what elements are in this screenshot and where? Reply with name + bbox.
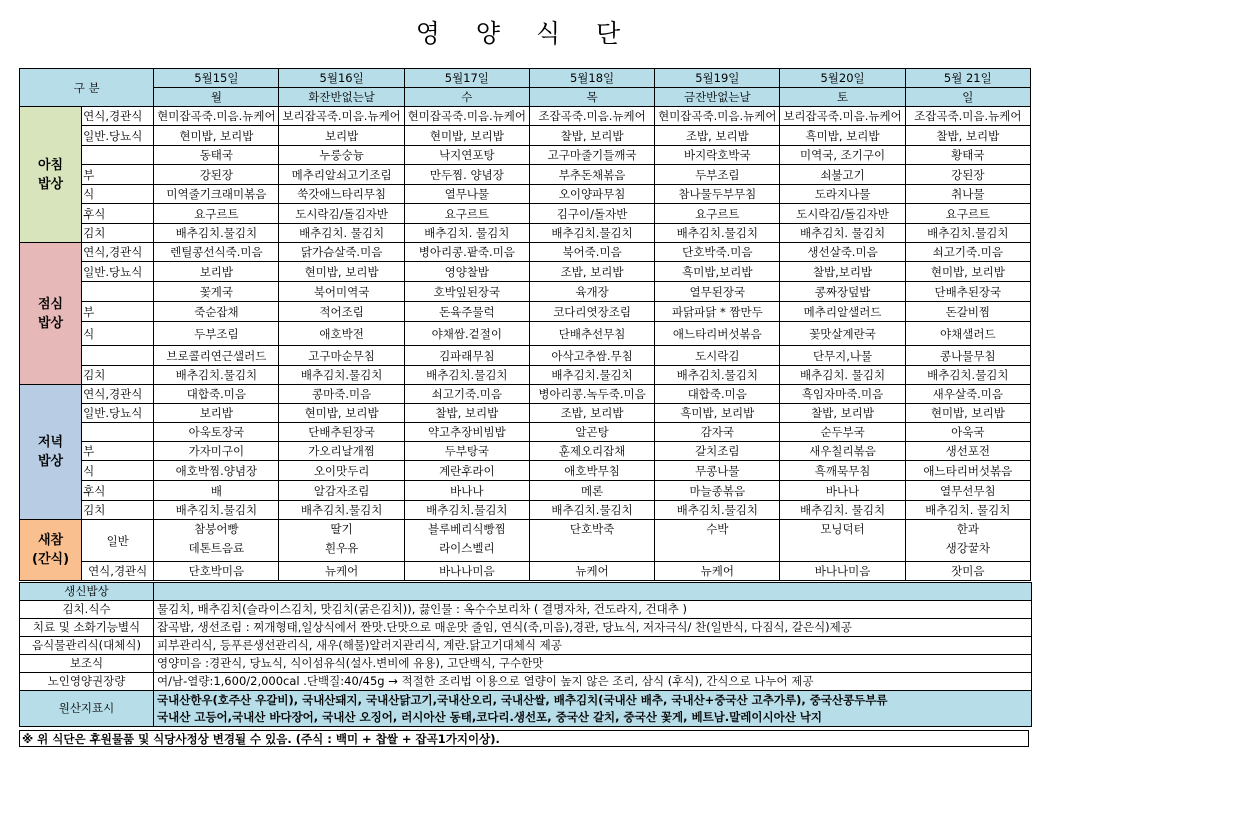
row-category: 식	[82, 322, 154, 346]
row-category	[82, 346, 154, 366]
menu-item: 흑미밥,보리밥	[655, 262, 780, 282]
snack-item: 뉴케어	[655, 562, 780, 581]
snack-item: 잣미음	[905, 562, 1030, 581]
snack-item	[655, 520, 780, 562]
menu-item: 강된장	[905, 165, 1030, 185]
menu-item: 배추김치.물김치	[905, 224, 1030, 243]
info-value: 영양미음 :경관식, 당뇨식, 식이섬유식(설사.변비에 유용), 고단백식, 구수한맛	[154, 655, 1032, 673]
menu-item: 새우칠리볶음	[780, 442, 905, 461]
menu-item: 아욱토장국	[154, 423, 279, 442]
snack-side-label: 새참 (간식)	[20, 520, 82, 581]
info-value: 여/남-열량:1,600/2,000cal .단백질:40/45g → 적절한 조리법 이용으로 열량이 높지 않은 조리, 삼식 (후식), 간식으로 나누어 제공	[154, 673, 1032, 691]
info-value	[154, 583, 1032, 601]
menu-item: 흑미밥, 보리밥	[780, 126, 905, 146]
snack-line: 수박	[706, 522, 729, 536]
menu-item: 배추김치.물김치	[154, 501, 279, 520]
menu-item: 알곤탕	[529, 423, 654, 442]
snack-line	[781, 539, 903, 558]
menu-item: 쑥갓애느타리무침	[279, 185, 404, 204]
page-title: 영 양 식 단	[415, 19, 635, 48]
snack-item	[279, 520, 404, 562]
day-header: 금잔반없는날	[655, 88, 780, 107]
menu-item: 현미잡곡죽.미음.뉴케어	[154, 107, 279, 126]
menu-item: 현미잡곡죽.미음.뉴케어	[404, 107, 529, 126]
row-category: 일반.당뇨식	[82, 126, 154, 146]
menu-item: 배추김치.물김치	[529, 224, 654, 243]
dinner-side-label: 저녁 밥상	[20, 385, 82, 520]
menu-item: 쇠불고기	[780, 165, 905, 185]
menu-item: 바나나	[404, 481, 529, 501]
menu-item: 미역국, 조기구이	[780, 146, 905, 165]
menu-item: 열무선무침	[905, 481, 1030, 501]
menu-item: 알감자조림	[279, 481, 404, 501]
menu-item: 보리잡곡죽.미음.뉴케어	[780, 107, 905, 126]
menu-item: 조밥, 보리밥	[529, 404, 654, 423]
snack-item: 바나나미음	[404, 562, 529, 581]
date-header: 5월16일	[279, 69, 404, 88]
menu-item: 동태국	[154, 146, 279, 165]
menu-item: 현미밥, 보리밥	[905, 404, 1030, 423]
menu-item: 조밥, 보리밥	[655, 126, 780, 146]
menu-item: 꽃맛살계란국	[780, 322, 905, 346]
menu-item: 참나물두부무침	[655, 185, 780, 204]
day-header: 일	[905, 88, 1030, 107]
menu-item: 찰밥, 보리밥	[780, 404, 905, 423]
snack-line: 데톤트음료	[188, 541, 245, 555]
row-category: 일반.당뇨식	[82, 404, 154, 423]
menu-item: 황태국	[905, 146, 1030, 165]
snack-line	[656, 539, 778, 558]
origin-line: 국내산한우(호주산 우갈비), 국내산돼지, 국내산닭고기,국내산오리, 국내산쌀, 배추김치(국내산 배추, 국내산+중국산 고추가루), 중국산콩두부류	[157, 692, 888, 707]
menu-item: 흑임자마죽.미음	[780, 385, 905, 404]
info-value: 물김치, 배추김치(슬라이스김치, 맛김치(굵은김치)), 끓인물 : 옥수수보리차 ( 결명자차, 건도라지, 건대추 )	[154, 601, 1032, 619]
menu-item: 배추김치.물김치	[905, 366, 1030, 385]
menu-item: 배추김치.물김치	[404, 366, 529, 385]
menu-item: 생선포전	[905, 442, 1030, 461]
menu-item: 아욱국	[905, 423, 1030, 442]
snack-item: 단호박미음	[154, 562, 279, 581]
menu-item: 조밥, 보리밥	[529, 262, 654, 282]
menu-item: 현미밥, 보리밥	[279, 404, 404, 423]
menu-item: 영양찰밥	[404, 262, 529, 282]
menu-item: 찰밥,보리밥	[780, 262, 905, 282]
menu-item: 단배추선무침	[529, 322, 654, 346]
origin-label: 원산지표시	[20, 691, 154, 727]
menu-item: 배추김치.물김치	[655, 366, 780, 385]
menu-item: 콩나물무침	[905, 346, 1030, 366]
row-category: 부	[82, 302, 154, 322]
menu-item: 메론	[529, 481, 654, 501]
row-category: 김치	[82, 224, 154, 243]
info-label: 치료 및 소화기능별식	[20, 619, 154, 637]
menu-item: 쇠고기죽.미음	[905, 243, 1030, 262]
date-header: 5월18일	[529, 69, 654, 88]
menu-item: 배추김치.물김치	[154, 366, 279, 385]
menu-item: 가자미구이	[154, 442, 279, 461]
menu-item: 아삭고추쌈.무침	[529, 346, 654, 366]
menu-item: 현미밥, 보리밥	[279, 262, 404, 282]
menu-item: 김파래무침	[404, 346, 529, 366]
menu-item: 도시락김/돌김자반	[279, 204, 404, 224]
row-category: 일반.당뇨식	[82, 262, 154, 282]
snack-line: 흰우유	[324, 541, 359, 555]
menu-item: 흑깨묵무침	[780, 461, 905, 481]
menu-item: 바나나	[780, 481, 905, 501]
menu-item: 생선살죽.미음	[780, 243, 905, 262]
snack-line	[531, 539, 653, 558]
menu-item: 단배추된장국	[905, 282, 1030, 302]
row-category: 일반	[82, 520, 154, 562]
snack-line: 단호박죽	[569, 522, 615, 536]
row-category: 부	[82, 442, 154, 461]
menu-item: 배추김치. 물김치	[905, 501, 1030, 520]
menu-item: 렌틸콩선식죽.미음	[154, 243, 279, 262]
row-category: 연식,경관식	[82, 107, 154, 126]
menu-item: 쇠고기죽.미음	[404, 385, 529, 404]
menu-item: 배추김치. 물김치	[404, 224, 529, 243]
menu-item: 열무된장국	[655, 282, 780, 302]
row-category: 김치	[82, 366, 154, 385]
menu-item: 부추돈채볶음	[529, 165, 654, 185]
menu-item: 감자국	[655, 423, 780, 442]
menu-item: 고구마순무침	[279, 346, 404, 366]
snack-line: 참붕어빵	[194, 522, 239, 536]
menu-item: 현미밥, 보리밥	[404, 126, 529, 146]
snack-item	[404, 520, 529, 562]
menu-item: 도라지나물	[780, 185, 905, 204]
menu-item: 콩짜장덮밥	[780, 282, 905, 302]
menu-item: 대합죽.미음	[655, 385, 780, 404]
row-category: 연식,경관식	[82, 243, 154, 262]
info-label: 보조식	[20, 655, 154, 673]
info-label: 노인영양권장량	[20, 673, 154, 691]
menu-item: 찰밥, 보리밥	[905, 126, 1030, 146]
menu-item: 애느타리버섯볶음	[905, 461, 1030, 481]
row-category	[82, 282, 154, 302]
menu-item: 강된장	[154, 165, 279, 185]
row-category: 후식	[82, 204, 154, 224]
menu-item: 북어미역국	[279, 282, 404, 302]
menu-item: 배추김치.물김치	[655, 224, 780, 243]
menu-item: 병아리콩.녹두죽.미음	[529, 385, 654, 404]
origin-value	[154, 691, 1032, 727]
menu-item: 마늘종볶음	[655, 481, 780, 501]
row-category: 식	[82, 461, 154, 481]
snack-item	[780, 520, 905, 562]
menu-item: 요구르트	[404, 204, 529, 224]
menu-item: 배추김치. 물김치	[780, 501, 905, 520]
origin-line: 국내산 고등어,국내산 바다장어, 국내산 오징어, 러시아산 동태,코다리.생선포, 중국산 갈치, 중국산 꽃게, 베트남.말레이시아산 낙지	[157, 709, 823, 724]
menu-item: 바지락호박국	[655, 146, 780, 165]
menu-item: 돈갈비찜	[905, 302, 1030, 322]
snack-item	[905, 520, 1030, 562]
menu-item: 만두찜. 양념장	[404, 165, 529, 185]
menu-item: 순두부국	[780, 423, 905, 442]
menu-item: 배추김치. 물김치	[780, 224, 905, 243]
menu-item: 애호박전	[279, 322, 404, 346]
snack-line: 딸기	[330, 522, 353, 536]
menu-item: 도시락김/돌김자반	[780, 204, 905, 224]
snack-item: 바나나미음	[780, 562, 905, 581]
menu-item: 단배추된장국	[279, 423, 404, 442]
menu-item: 호박잎된장국	[404, 282, 529, 302]
snack-item	[154, 520, 279, 562]
menu-item: 야채샐러드	[905, 322, 1030, 346]
snack-line: 생강꿀차	[945, 541, 991, 555]
date-header: 5월15일	[154, 69, 279, 88]
day-header: 화잔반없는날	[279, 88, 404, 107]
menu-item: 고구마줄기들깨국	[529, 146, 654, 165]
menu-item: 보리밥	[279, 126, 404, 146]
date-header: 5월17일	[404, 69, 529, 88]
menu-item: 무콩나물	[655, 461, 780, 481]
row-category	[82, 146, 154, 165]
menu-item: 병아리콩.팥죽.미음	[404, 243, 529, 262]
date-header: 5월 21일	[905, 69, 1030, 88]
menu-item: 보리밥	[154, 404, 279, 423]
menu-item: 찰밥, 보리밥	[404, 404, 529, 423]
snack-item	[529, 520, 654, 562]
menu-item: 보리밥	[154, 262, 279, 282]
info-label: 음식물관리식(대체식)	[20, 637, 154, 655]
menu-item: 계란후라이	[404, 461, 529, 481]
menu-item: 요구르트	[905, 204, 1030, 224]
menu-item: 배추김치.물김치	[529, 366, 654, 385]
snack-line: 모닝덕터	[820, 522, 865, 536]
menu-table	[19, 68, 1031, 581]
menu-item: 배	[154, 481, 279, 501]
menu-item: 배추김치.물김치	[655, 501, 780, 520]
menu-item: 배추김치. 물김치	[780, 366, 905, 385]
menu-item: 꽃게국	[154, 282, 279, 302]
menu-item: 약고추장비빔밥	[404, 423, 529, 442]
notice-text: ※ 위 식단은 후원물품 및 식당사정상 변경될 수 있음. (주식 : 백미 + 찹쌀 + 잡곡1가지이상).	[19, 730, 1029, 747]
menu-item: 브로콜리연근샐러드	[154, 346, 279, 366]
menu-item: 배추김치.물김치	[279, 366, 404, 385]
snack-line: 블루베리식빵찜	[427, 522, 506, 536]
menu-item: 애느타리버섯볶음	[655, 322, 780, 346]
menu-item: 배추김치.물김치	[529, 501, 654, 520]
menu-item: 오이맛두리	[279, 461, 404, 481]
row-category: 식	[82, 185, 154, 204]
menu-item: 취나물	[905, 185, 1030, 204]
menu-item: 현미밥, 보리밥	[154, 126, 279, 146]
menu-item: 코다리엿장조림	[529, 302, 654, 322]
info-value: 잡곡밥, 생선조림 : 찌개형태,일상식에서 짠맛.단맛으로 매운맛 줄임, 연식(죽,미음),경관, 당뇨식, 저자극식/ 찬(일반식, 다짐식, 갈은식)제공	[154, 619, 1032, 637]
menu-item: 배추김치.물김치	[404, 501, 529, 520]
day-header: 목	[529, 88, 654, 107]
menu-item: 새우살죽.미음	[905, 385, 1030, 404]
menu-item: 흑미밥, 보리밥	[655, 404, 780, 423]
menu-item: 찰밥, 보리밥	[529, 126, 654, 146]
info-label: 생신밥상	[20, 583, 154, 601]
menu-item: 애호박찜.양념장	[154, 461, 279, 481]
row-category: 연식,경관식	[82, 562, 154, 581]
menu-item: 닭가슴살죽.미음	[279, 243, 404, 262]
menu-item: 열무나물	[404, 185, 529, 204]
day-header: 수	[404, 88, 529, 107]
snack-item: 뉴케어	[529, 562, 654, 581]
menu-item: 조잡곡죽.미음.뉴케어	[529, 107, 654, 126]
menu-item: 도시락김	[655, 346, 780, 366]
row-category: 김치	[82, 501, 154, 520]
menu-item: 대합죽.미음	[154, 385, 279, 404]
date-header: 5월20일	[780, 69, 905, 88]
menu-item: 두부조림	[655, 165, 780, 185]
menu-item: 오이양파무침	[529, 185, 654, 204]
menu-item: 조잡곡죽.미음.뉴케어	[905, 107, 1030, 126]
menu-item: 단호박죽.미음	[655, 243, 780, 262]
menu-item: 배추김치. 물김치	[279, 224, 404, 243]
breakfast-side-label: 아침 밥상	[20, 107, 82, 243]
menu-item: 갈치조림	[655, 442, 780, 461]
menu-item: 단무지,나물	[780, 346, 905, 366]
lunch-side-label: 점심 밥상	[20, 243, 82, 385]
menu-item: 콩마죽.미음	[279, 385, 404, 404]
menu-item: 누룽숭늉	[279, 146, 404, 165]
menu-item: 배추김치.물김치	[279, 501, 404, 520]
menu-item: 미역줄기크래미볶음	[154, 185, 279, 204]
menu-item: 가오리날개찜	[279, 442, 404, 461]
snack-line: 한과	[956, 522, 979, 536]
menu-item: 훈제오리잡채	[529, 442, 654, 461]
menu-item: 두부조림	[154, 322, 279, 346]
row-category	[82, 423, 154, 442]
date-header: 5월19일	[655, 69, 780, 88]
snack-line: 라이스벨리	[439, 541, 495, 555]
info-value: 피부관리식, 등푸른생선관리식, 새우(해물)알러지관리식, 계란.닭고기대체식 제공	[154, 637, 1032, 655]
snack-item: 뉴케어	[279, 562, 404, 581]
menu-item: 요구르트	[655, 204, 780, 224]
menu-item: 현미밥, 보리밥	[905, 262, 1030, 282]
row-category: 후식	[82, 481, 154, 501]
menu-item: 죽순잡채	[154, 302, 279, 322]
category-header: 구 분	[20, 69, 154, 107]
menu-item: 북어죽.미음	[529, 243, 654, 262]
menu-item: 육개장	[529, 282, 654, 302]
info-label: 김치.식수	[20, 601, 154, 619]
row-category: 부	[82, 165, 154, 185]
menu-item: 야채쌈.겉절이	[404, 322, 529, 346]
menu-item: 메추리알샐러드	[780, 302, 905, 322]
info-table	[19, 582, 1032, 727]
menu-item: 배추김치.물김치	[154, 224, 279, 243]
menu-item: 애호박무침	[529, 461, 654, 481]
menu-item: 보리잡곡죽.미음.뉴케어	[279, 107, 404, 126]
menu-item: 돈육주물럭	[404, 302, 529, 322]
menu-item: 메추리알쇠고기조림	[279, 165, 404, 185]
day-header: 월	[154, 88, 279, 107]
menu-item: 낙지연포탕	[404, 146, 529, 165]
row-category: 연식,경관식	[82, 385, 154, 404]
menu-item: 요구르트	[154, 204, 279, 224]
menu-item: 두부탕국	[404, 442, 529, 461]
day-header: 토	[780, 88, 905, 107]
menu-item: 파닭파닭 * 짬만두	[655, 302, 780, 322]
menu-item: 현미잡곡죽.미음.뉴케어	[655, 107, 780, 126]
menu-item: 적어조림	[279, 302, 404, 322]
menu-item: 김구이/돌자반	[529, 204, 654, 224]
